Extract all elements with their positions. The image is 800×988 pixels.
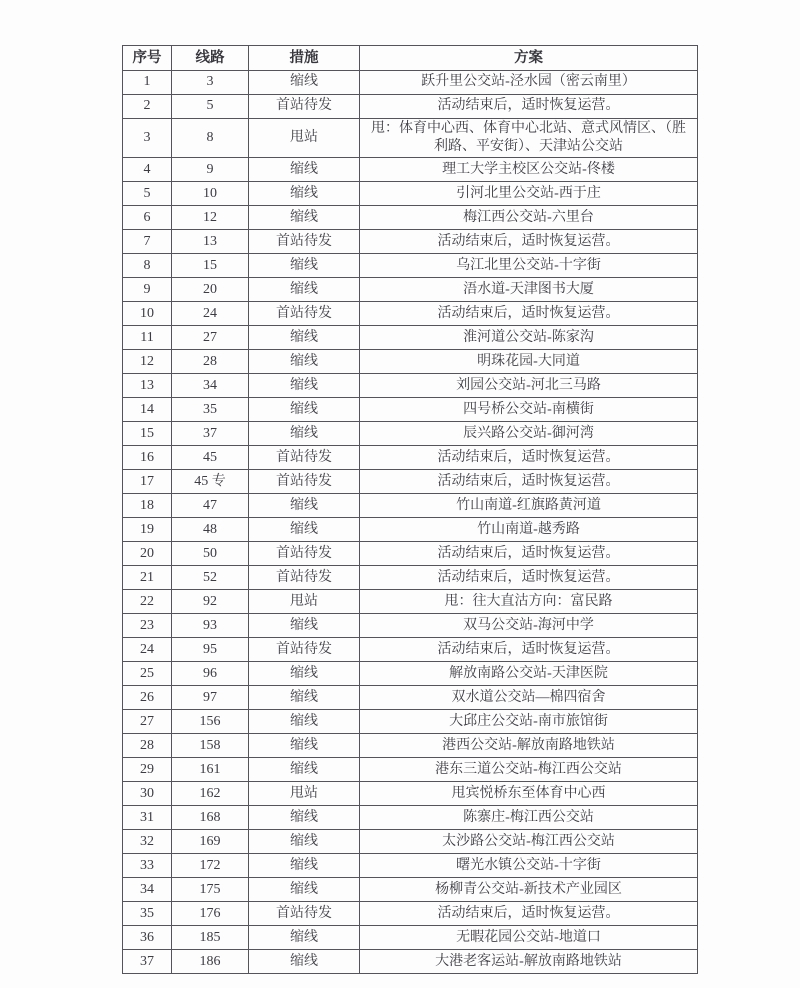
cell-route: 158 xyxy=(172,734,249,758)
cell-index: 27 xyxy=(123,710,172,734)
cell-plan: 港东三道公交站-梅江西公交站 xyxy=(360,758,698,782)
cell-index: 6 xyxy=(123,206,172,230)
cell-plan: 活动结束后，适时恢复运营。 xyxy=(360,638,698,662)
table-row xyxy=(123,326,698,350)
cell-plan: 活动结束后，适时恢复运营。 xyxy=(360,566,698,590)
cell-measure: 首站待发 xyxy=(249,230,360,254)
cell-index: 35 xyxy=(123,902,172,926)
table-row xyxy=(123,542,698,566)
cell-plan: 梅江西公交站-六里台 xyxy=(360,206,698,230)
table-row xyxy=(123,446,698,470)
table-row xyxy=(123,350,698,374)
table-row xyxy=(123,830,698,854)
cell-index: 12 xyxy=(123,350,172,374)
cell-route: 5 xyxy=(172,95,249,119)
cell-measure: 缩线 xyxy=(249,278,360,302)
cell-measure: 缩线 xyxy=(249,374,360,398)
cell-route: 27 xyxy=(172,326,249,350)
cell-plan: 无暇花园公交站-地道口 xyxy=(360,926,698,950)
cell-index: 24 xyxy=(123,638,172,662)
cell-index: 16 xyxy=(123,446,172,470)
cell-route: 20 xyxy=(172,278,249,302)
cell-plan: 竹山南道-红旗路黄河道 xyxy=(360,494,698,518)
cell-route: 176 xyxy=(172,902,249,926)
cell-route: 28 xyxy=(172,350,249,374)
cell-index: 14 xyxy=(123,398,172,422)
cell-measure: 缩线 xyxy=(249,494,360,518)
cell-measure: 缩线 xyxy=(249,350,360,374)
cell-index: 23 xyxy=(123,614,172,638)
cell-measure: 首站待发 xyxy=(249,542,360,566)
header-cell-route: 线路 xyxy=(172,46,249,71)
cell-route: 161 xyxy=(172,758,249,782)
cell-route: 34 xyxy=(172,374,249,398)
table-row xyxy=(123,614,698,638)
cell-index: 25 xyxy=(123,662,172,686)
table-row xyxy=(123,374,698,398)
cell-plan: 理工大学主校区公交站-佟楼 xyxy=(360,158,698,182)
cell-route: 10 xyxy=(172,182,249,206)
cell-measure: 缩线 xyxy=(249,158,360,182)
cell-index: 26 xyxy=(123,686,172,710)
cell-plan: 港西公交站-解放南路地铁站 xyxy=(360,734,698,758)
table-row xyxy=(123,71,698,95)
cell-measure: 缩线 xyxy=(249,518,360,542)
cell-measure: 缩线 xyxy=(249,326,360,350)
cell-plan: 乌江北里公交站-十字街 xyxy=(360,254,698,278)
cell-index: 17 xyxy=(123,470,172,494)
cell-measure: 缩线 xyxy=(249,950,360,974)
cell-plan: 甩：体育中心西、体育中心北站、意式风情区、（胜利路、平安街）、天津站公交站 xyxy=(360,119,698,158)
cell-plan: 陈寨庄-梅江西公交站 xyxy=(360,806,698,830)
cell-measure: 甩站 xyxy=(249,782,360,806)
cell-plan: 活动结束后，适时恢复运营。 xyxy=(360,302,698,326)
cell-route: 172 xyxy=(172,854,249,878)
cell-index: 18 xyxy=(123,494,172,518)
cell-plan: 浯水道-天津图书大厦 xyxy=(360,278,698,302)
table-row xyxy=(123,734,698,758)
cell-index: 5 xyxy=(123,182,172,206)
table-row xyxy=(123,710,698,734)
cell-route: 168 xyxy=(172,806,249,830)
cell-route: 45 xyxy=(172,446,249,470)
cell-plan: 杨柳青公交站-新技术产业园区 xyxy=(360,878,698,902)
cell-index: 33 xyxy=(123,854,172,878)
cell-index: 11 xyxy=(123,326,172,350)
cell-index: 13 xyxy=(123,374,172,398)
cell-plan: 活动结束后，适时恢复运营。 xyxy=(360,95,698,119)
table-row xyxy=(123,254,698,278)
cell-route: 13 xyxy=(172,230,249,254)
cell-plan: 双马公交站-海河中学 xyxy=(360,614,698,638)
cell-plan: 曙光水镇公交站-十字街 xyxy=(360,854,698,878)
cell-plan: 淮河道公交站-陈家沟 xyxy=(360,326,698,350)
cell-measure: 缩线 xyxy=(249,662,360,686)
cell-route: 47 xyxy=(172,494,249,518)
table-header xyxy=(123,46,698,71)
cell-plan: 解放南路公交站-天津医院 xyxy=(360,662,698,686)
cell-index: 2 xyxy=(123,95,172,119)
cell-route: 96 xyxy=(172,662,249,686)
cell-measure: 首站待发 xyxy=(249,566,360,590)
cell-measure: 缩线 xyxy=(249,854,360,878)
table-row xyxy=(123,902,698,926)
cell-route: 24 xyxy=(172,302,249,326)
cell-route: 8 xyxy=(172,119,249,158)
cell-measure: 缩线 xyxy=(249,926,360,950)
cell-index: 29 xyxy=(123,758,172,782)
cell-route: 9 xyxy=(172,158,249,182)
cell-plan: 活动结束后，适时恢复运营。 xyxy=(360,542,698,566)
cell-measure: 首站待发 xyxy=(249,638,360,662)
table-row xyxy=(123,119,698,158)
cell-plan: 双水道公交站—棉四宿舍 xyxy=(360,686,698,710)
cell-plan: 活动结束后，适时恢复运营。 xyxy=(360,446,698,470)
cell-measure: 缩线 xyxy=(249,758,360,782)
cell-measure: 缩线 xyxy=(249,206,360,230)
cell-index: 3 xyxy=(123,119,172,158)
cell-measure: 缩线 xyxy=(249,686,360,710)
cell-index: 22 xyxy=(123,590,172,614)
cell-route: 48 xyxy=(172,518,249,542)
cell-plan: 明珠花园-大同道 xyxy=(360,350,698,374)
cell-route: 97 xyxy=(172,686,249,710)
cell-route: 3 xyxy=(172,71,249,95)
table-row xyxy=(123,494,698,518)
table-row xyxy=(123,206,698,230)
cell-route: 45 专 xyxy=(172,470,249,494)
cell-index: 15 xyxy=(123,422,172,446)
table-row xyxy=(123,662,698,686)
cell-route: 95 xyxy=(172,638,249,662)
table-row xyxy=(123,95,698,119)
cell-measure: 缩线 xyxy=(249,614,360,638)
cell-route: 186 xyxy=(172,950,249,974)
header-cell-measure: 措施 xyxy=(249,46,360,71)
cell-plan: 活动结束后，适时恢复运营。 xyxy=(360,470,698,494)
cell-route: 169 xyxy=(172,830,249,854)
table-row xyxy=(123,686,698,710)
table-row xyxy=(123,422,698,446)
cell-route: 175 xyxy=(172,878,249,902)
cell-plan: 大邱庄公交站-南市旅馆街 xyxy=(360,710,698,734)
cell-plan: 竹山南道-越秀路 xyxy=(360,518,698,542)
cell-index: 20 xyxy=(123,542,172,566)
cell-plan: 跃升里公交站-泾水园（密云南里） xyxy=(360,71,698,95)
cell-measure: 缩线 xyxy=(249,878,360,902)
table-row xyxy=(123,638,698,662)
cell-index: 10 xyxy=(123,302,172,326)
table-row xyxy=(123,278,698,302)
cell-index: 1 xyxy=(123,71,172,95)
cell-route: 92 xyxy=(172,590,249,614)
cell-measure: 缩线 xyxy=(249,710,360,734)
table-row xyxy=(123,950,698,974)
bus-routes-table xyxy=(122,45,698,974)
cell-plan: 甩宾悦桥东至体育中心西 xyxy=(360,782,698,806)
cell-measure: 缩线 xyxy=(249,254,360,278)
cell-measure: 首站待发 xyxy=(249,470,360,494)
cell-index: 36 xyxy=(123,926,172,950)
cell-route: 37 xyxy=(172,422,249,446)
cell-route: 185 xyxy=(172,926,249,950)
cell-plan: 甩：往大直沽方向：富民路 xyxy=(360,590,698,614)
cell-plan: 四号桥公交站-南横街 xyxy=(360,398,698,422)
cell-index: 31 xyxy=(123,806,172,830)
cell-plan: 活动结束后，适时恢复运营。 xyxy=(360,230,698,254)
cell-index: 34 xyxy=(123,878,172,902)
cell-plan: 刘园公交站-河北三马路 xyxy=(360,374,698,398)
cell-index: 30 xyxy=(123,782,172,806)
table-row xyxy=(123,926,698,950)
table-row xyxy=(123,182,698,206)
cell-index: 9 xyxy=(123,278,172,302)
cell-measure: 缩线 xyxy=(249,806,360,830)
cell-measure: 缩线 xyxy=(249,398,360,422)
header-cell-index: 序号 xyxy=(123,46,172,71)
cell-measure: 首站待发 xyxy=(249,302,360,326)
cell-plan: 引河北里公交站-西于庄 xyxy=(360,182,698,206)
cell-index: 32 xyxy=(123,830,172,854)
cell-route: 52 xyxy=(172,566,249,590)
table-row xyxy=(123,302,698,326)
table-body xyxy=(123,71,698,974)
cell-plan: 辰兴路公交站-御河湾 xyxy=(360,422,698,446)
cell-route: 156 xyxy=(172,710,249,734)
cell-measure: 缩线 xyxy=(249,422,360,446)
cell-index: 7 xyxy=(123,230,172,254)
cell-index: 37 xyxy=(123,950,172,974)
cell-route: 15 xyxy=(172,254,249,278)
cell-route: 35 xyxy=(172,398,249,422)
cell-route: 12 xyxy=(172,206,249,230)
table-row xyxy=(123,854,698,878)
table-row xyxy=(123,398,698,422)
cell-index: 28 xyxy=(123,734,172,758)
cell-plan: 太沙路公交站-梅江西公交站 xyxy=(360,830,698,854)
cell-measure: 首站待发 xyxy=(249,446,360,470)
table-row xyxy=(123,878,698,902)
cell-measure: 缩线 xyxy=(249,182,360,206)
table-row xyxy=(123,158,698,182)
cell-measure: 首站待发 xyxy=(249,95,360,119)
cell-plan: 活动结束后，适时恢复运营。 xyxy=(360,902,698,926)
header-cell-plan: 方案 xyxy=(360,46,698,71)
table-row xyxy=(123,782,698,806)
table-row xyxy=(123,518,698,542)
cell-measure: 缩线 xyxy=(249,734,360,758)
cell-route: 162 xyxy=(172,782,249,806)
table-row xyxy=(123,758,698,782)
table-row xyxy=(123,806,698,830)
cell-route: 50 xyxy=(172,542,249,566)
cell-index: 4 xyxy=(123,158,172,182)
cell-measure: 甩站 xyxy=(249,119,360,158)
cell-plan: 大港老客运站-解放南路地铁站 xyxy=(360,950,698,974)
cell-measure: 首站待发 xyxy=(249,902,360,926)
cell-measure: 甩站 xyxy=(249,590,360,614)
cell-measure: 缩线 xyxy=(249,830,360,854)
cell-index: 21 xyxy=(123,566,172,590)
header-row xyxy=(123,46,698,71)
table-row xyxy=(123,470,698,494)
cell-index: 19 xyxy=(123,518,172,542)
table-row xyxy=(123,590,698,614)
cell-route: 93 xyxy=(172,614,249,638)
cell-index: 8 xyxy=(123,254,172,278)
table-row xyxy=(123,230,698,254)
table-row xyxy=(123,566,698,590)
cell-measure: 缩线 xyxy=(249,71,360,95)
